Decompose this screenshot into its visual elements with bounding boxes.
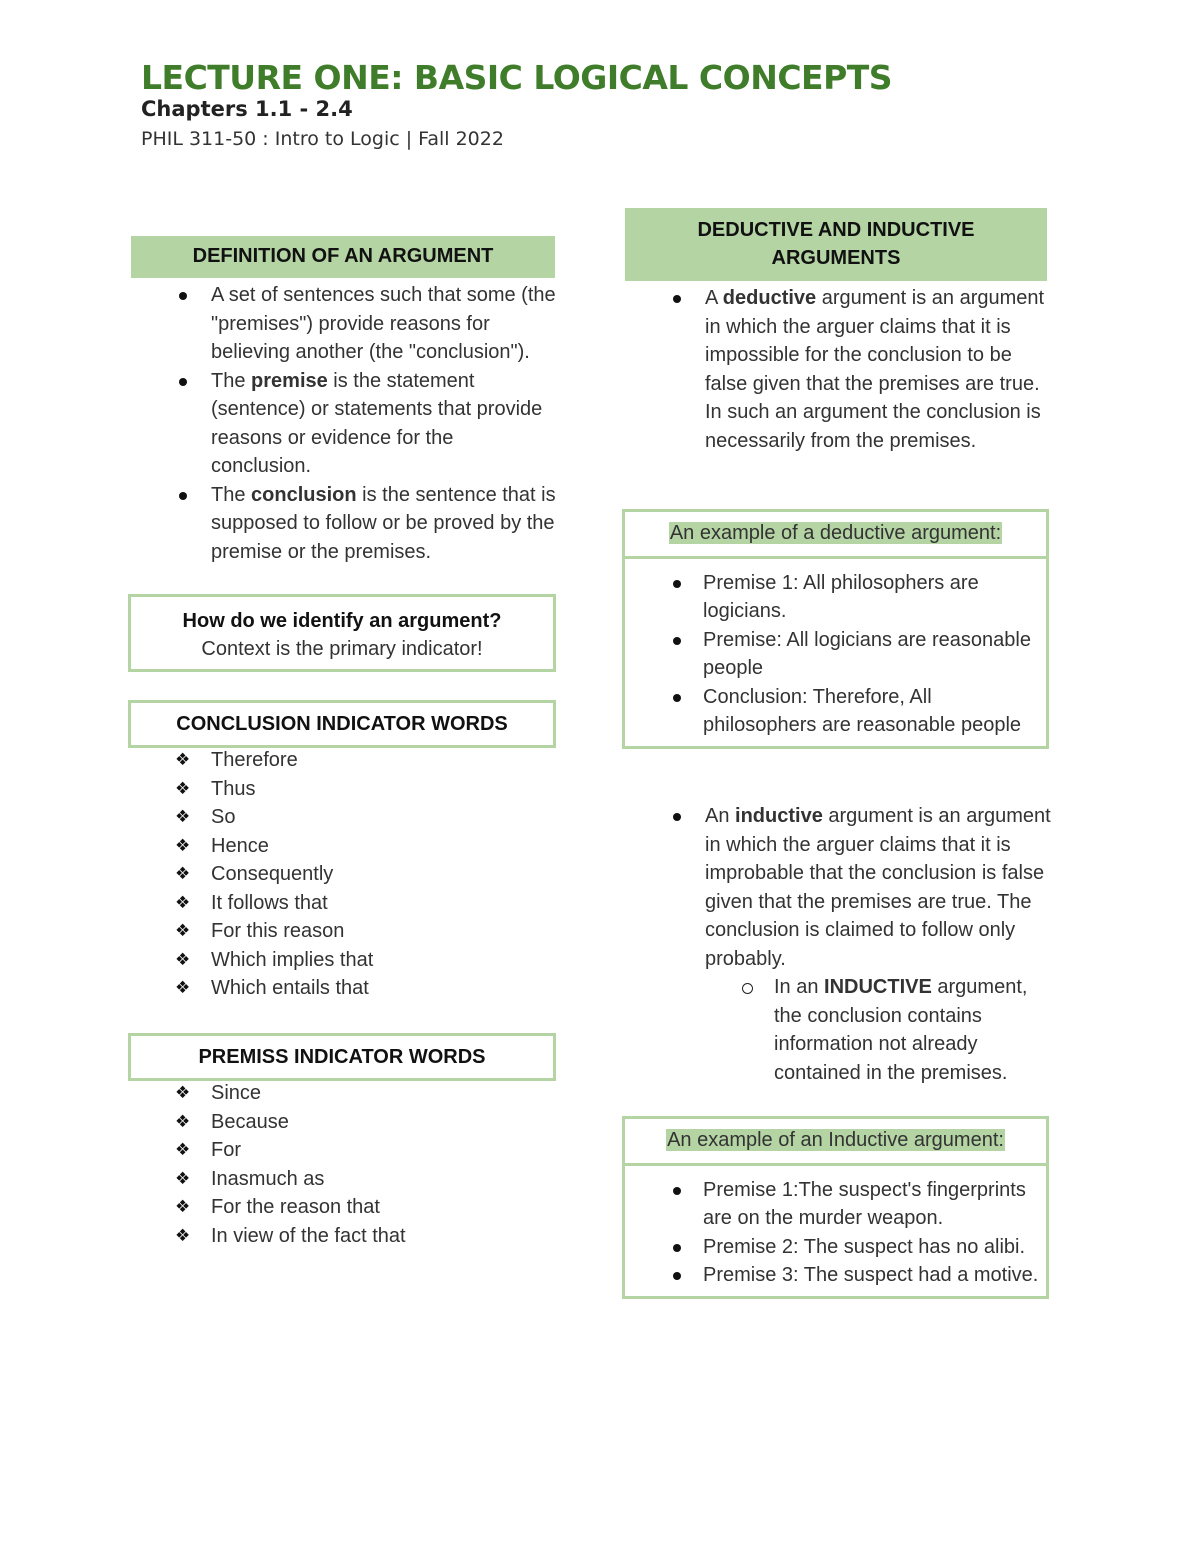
- list-item: Conclusion: Therefore, All philosophers are reasonable people: [625, 683, 1046, 740]
- diamond-bullet-icon: ❖: [175, 1083, 191, 1102]
- list-item: ❖ Inasmuch as: [128, 1165, 556, 1194]
- diamond-bullet-icon: ❖: [175, 921, 191, 940]
- list-item: Premise 3: The suspect had a motive.: [625, 1261, 1046, 1290]
- inductive-example-list: [625, 1166, 1046, 1296]
- deductive-inductive-heading: DEDUCTIVE AND INDUCTIVE ARGUMENTS: [625, 208, 1047, 281]
- page-title: LECTURE ONE: BASIC LOGICAL CONCEPTS: [141, 58, 893, 97]
- diamond-bullet-icon: ❖: [175, 835, 191, 855]
- identify-answer: Context is the primary indicator!: [201, 638, 483, 660]
- premiss-words-heading: PREMISS INDICATOR WORDS: [128, 1033, 556, 1081]
- definition-item: The conclusion is the sentence that is supposed to follow or be proved by the premise or the premises.: [128, 481, 556, 567]
- deductive-list: [622, 284, 1052, 455]
- inductive-sublist: [622, 973, 1052, 1087]
- premiss-words-list: [128, 1079, 556, 1250]
- conclusion-words-list: [128, 746, 556, 1003]
- list-item: ❖ So: [128, 803, 556, 832]
- list-item: ❖ For the reason that: [128, 1193, 556, 1222]
- list-item: ❖ Which implies that: [128, 946, 556, 975]
- definition-item: The premise is the statement (sentence) or statements that provide reasons or evidence for the conclusion.: [128, 367, 556, 481]
- diamond-bullet-icon: ❖: [175, 1111, 191, 1131]
- deductive-inductive-section: [622, 208, 1052, 455]
- identify-question: How do we identify an argument?: [182, 610, 502, 632]
- list-item: Premise 1: All philosophers are logicians.: [625, 569, 1046, 626]
- diamond-bullet-icon: ❖: [175, 750, 191, 769]
- conclusion-words-heading: CONCLUSION INDICATOR WORDS: [128, 700, 556, 748]
- course-info: PHIL 311-50 : Intro to Logic | Fall 2022: [141, 128, 504, 150]
- list-item: Premise 1:The suspect's fingerprints are on the murder weapon.: [625, 1176, 1046, 1233]
- list-item: ❖ Hence: [128, 832, 556, 861]
- deductive-example-heading: An example of a deductive argument:: [625, 512, 1046, 559]
- inductive-list: [622, 802, 1052, 973]
- diamond-bullet-icon: ❖: [175, 1168, 191, 1188]
- inductive-section: [622, 802, 1052, 1087]
- diamond-bullet-icon: ❖: [175, 1140, 191, 1159]
- list-item: ❖ Which entails that: [128, 974, 556, 1003]
- inductive-definition: An inductive argument is an argument in which the arguer claims that it is improbable that the conclusion is false given that the premises are true. The conclusion is claimed to follow only probably.: [622, 802, 1052, 973]
- list-item: ❖ Since: [128, 1079, 556, 1108]
- list-item: ❖ Consequently: [128, 860, 556, 889]
- diamond-bullet-icon: ❖: [175, 807, 191, 826]
- diamond-bullet-icon: ❖: [175, 892, 191, 912]
- diamond-bullet-icon: ❖: [175, 1225, 191, 1245]
- conclusion-words-section: [128, 700, 556, 1003]
- list-item: ❖ Because: [128, 1108, 556, 1137]
- list-item: Premise: All logicians are reasonable people: [625, 626, 1046, 683]
- list-item: ❖ For: [128, 1136, 556, 1165]
- diamond-bullet-icon: ❖: [175, 978, 191, 997]
- deductive-example-box: [622, 509, 1049, 749]
- premiss-words-section: [128, 1033, 556, 1250]
- diamond-bullet-icon: ❖: [175, 864, 191, 883]
- list-item: ❖ In view of the fact that: [128, 1222, 556, 1251]
- definition-item: A set of sentences such that some (the "premises") provide reasons for believing another (the "conclusion").: [128, 281, 556, 367]
- list-item: ❖ Thus: [128, 775, 556, 804]
- definition-list: [128, 281, 556, 566]
- inductive-example-box: [622, 1116, 1049, 1299]
- definition-heading: DEFINITION OF AN ARGUMENT: [131, 236, 555, 278]
- list-item: ❖ For this reason: [128, 917, 556, 946]
- definition-section: [128, 236, 556, 566]
- diamond-bullet-icon: ❖: [175, 778, 191, 798]
- diamond-bullet-icon: ❖: [175, 1197, 191, 1216]
- inductive-example-heading: An example of an Inductive argument:: [625, 1119, 1046, 1166]
- list-item: ❖ It follows that: [128, 889, 556, 918]
- list-item: Premise 2: The suspect has no alibi.: [625, 1233, 1046, 1262]
- identify-box: [128, 594, 556, 672]
- deductive-definition: A deductive argument is an argument in which the arguer claims that it is impossible for the conclusion to be false given that the premises are true. In such an argument the conclusion is necessarily from the premises.: [622, 284, 1052, 455]
- diamond-bullet-icon: ❖: [175, 949, 191, 969]
- inductive-note: In an INDUCTIVE argument, the conclusion contains information not already contained in the premises.: [622, 973, 1052, 1087]
- list-item: ❖ Therefore: [128, 746, 556, 775]
- page-subtitle: Chapters 1.1 - 2.4: [141, 97, 353, 121]
- deductive-example-list: [625, 559, 1046, 746]
